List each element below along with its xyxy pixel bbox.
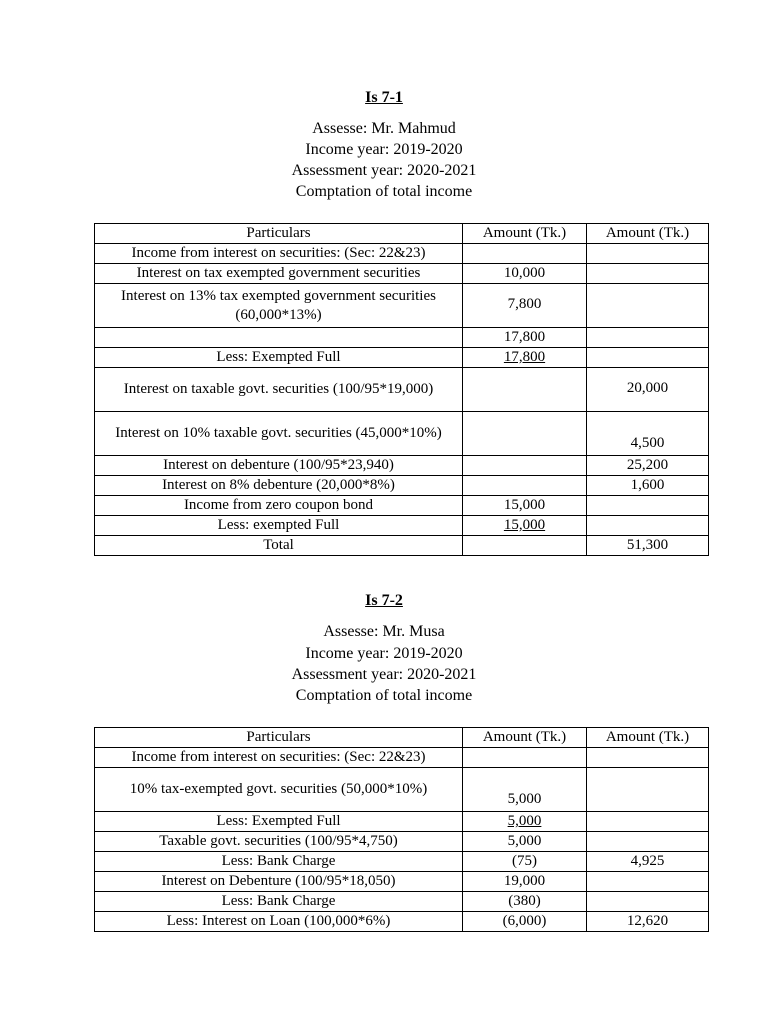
section1-assesse: Assesse: Mr. Mahmud <box>312 120 456 137</box>
row-particulars: Interest on tax exempted government securities <box>95 264 463 284</box>
row-amount-2 <box>587 348 709 368</box>
row-particulars: Less: exempted Full <box>95 516 463 536</box>
section2-title: Is 7-2 <box>365 592 403 609</box>
section1-income-year: Income year: 2019-2020 <box>305 141 463 158</box>
row-amount-2 <box>587 328 709 348</box>
row-amount-1 <box>463 368 587 412</box>
row-amount-2 <box>587 812 709 832</box>
row-amount-1: (380) <box>463 892 587 912</box>
table-row <box>95 348 709 368</box>
table-row <box>95 912 709 932</box>
row-amount-1: 15,000 <box>503 517 546 533</box>
row-particulars: Less: Exempted Full <box>95 348 463 368</box>
table-row <box>95 892 709 912</box>
section1-heading: Comptation of total income <box>295 183 473 200</box>
table-row <box>95 328 709 348</box>
row-amount-1: 5,000 <box>507 813 542 829</box>
row-amount-2: 4,500 <box>587 412 709 456</box>
table-header-row <box>95 224 709 244</box>
row-amount-1: 5,000 <box>463 832 587 852</box>
row-particulars: Less: Bank Charge <box>95 892 463 912</box>
table-row <box>95 832 709 852</box>
table-row <box>95 496 709 516</box>
row-amount-1: 17,800 <box>463 328 587 348</box>
row-amount-2 <box>587 748 709 768</box>
row-amount-1: 15,000 <box>463 496 587 516</box>
row-amount-1: (75) <box>463 852 587 872</box>
row-amount-2 <box>587 244 709 264</box>
row-amount-1: 10,000 <box>463 264 587 284</box>
row-particulars: Interest on 8% debenture (20,000*8%) <box>95 476 463 496</box>
row-amount-2 <box>587 768 709 812</box>
table-row <box>95 476 709 496</box>
row-amount-1 <box>463 476 587 496</box>
row-amount-1: 5,000 <box>463 768 587 812</box>
row-amount-2: 20,000 <box>587 368 709 412</box>
row-amount-2 <box>587 264 709 284</box>
row-amount-1: 19,000 <box>463 872 587 892</box>
row-particulars: Interest on debenture (100/95*23,940) <box>95 456 463 476</box>
row-particulars: Less: Bank Charge <box>95 852 463 872</box>
row-particulars: Interest on Debenture (100/95*18,050) <box>95 872 463 892</box>
row-amount-1: 7,800 <box>463 284 587 328</box>
header-particulars: Particulars <box>95 728 463 748</box>
table-row <box>95 456 709 476</box>
header-amount-2: Amount (Tk.) <box>587 224 709 244</box>
table-row <box>95 748 709 768</box>
row-amount-2 <box>587 832 709 852</box>
row-amount-2: 51,300 <box>587 536 709 556</box>
table-row <box>95 368 709 412</box>
header-amount-2: Amount (Tk.) <box>587 728 709 748</box>
row-amount-2: 4,925 <box>587 852 709 872</box>
table-row <box>95 412 709 456</box>
row-amount-2: 25,200 <box>587 456 709 476</box>
section2-assesse: Assesse: Mr. Musa <box>323 623 445 640</box>
row-particulars: Income from interest on securities: (Sec: 22&23) <box>95 244 463 264</box>
row-amount-2 <box>587 284 709 328</box>
row-amount-1 <box>463 412 587 456</box>
section2-income-year: Income year: 2019-2020 <box>305 645 463 662</box>
table-row <box>95 872 709 892</box>
table-row <box>95 516 709 536</box>
row-amount-1 <box>463 748 587 768</box>
section1-table <box>94 223 709 556</box>
section2-table <box>94 727 709 932</box>
row-amount-2 <box>587 892 709 912</box>
row-particulars: Income from interest on securities: (Sec: 22&23) <box>95 748 463 768</box>
row-amount-1 <box>463 456 587 476</box>
section2-assessment-year: Assessment year: 2020-2021 <box>291 666 477 683</box>
row-amount-1 <box>463 244 587 264</box>
row-particulars: Less: Interest on Loan (100,000*6%) <box>95 912 463 932</box>
row-amount-2 <box>587 496 709 516</box>
row-particulars: 10% tax-exempted govt. securities (50,000*10%) <box>95 768 463 812</box>
row-amount-1: 17,800 <box>503 349 546 365</box>
row-amount-1 <box>463 536 587 556</box>
row-particulars: Income from zero coupon bond <box>95 496 463 516</box>
row-particulars: Taxable govt. securities (100/95*4,750) <box>95 832 463 852</box>
row-particulars: Interest on taxable govt. securities (100/95*19,000) <box>95 368 463 412</box>
row-amount-1: (6,000) <box>463 912 587 932</box>
table-header-row <box>95 728 709 748</box>
section1-title: Is 7-1 <box>365 89 403 106</box>
table-row <box>95 264 709 284</box>
table-row-total <box>95 536 709 556</box>
header-amount-1: Amount (Tk.) <box>463 224 587 244</box>
row-amount-2 <box>587 872 709 892</box>
section1-assessment-year: Assessment year: 2020-2021 <box>291 162 477 179</box>
row-amount-2 <box>587 516 709 536</box>
row-particulars: Interest on 10% taxable govt. securities (45,000*10%) <box>95 412 463 456</box>
table-row <box>95 284 709 328</box>
row-amount-2: 12,620 <box>587 912 709 932</box>
table-row <box>95 852 709 872</box>
row-particulars <box>95 328 463 348</box>
header-particulars: Particulars <box>95 224 463 244</box>
section2-heading: Comptation of total income <box>295 687 473 704</box>
header-amount-1: Amount (Tk.) <box>463 728 587 748</box>
row-particulars: Less: Exempted Full <box>95 812 463 832</box>
row-amount-2: 1,600 <box>587 476 709 496</box>
table-row <box>95 812 709 832</box>
row-particulars: Interest on 13% tax exempted government securities (60,000*13%) <box>95 284 463 328</box>
row-particulars: Total <box>95 536 463 556</box>
table-row <box>95 768 709 812</box>
table-row <box>95 244 709 264</box>
